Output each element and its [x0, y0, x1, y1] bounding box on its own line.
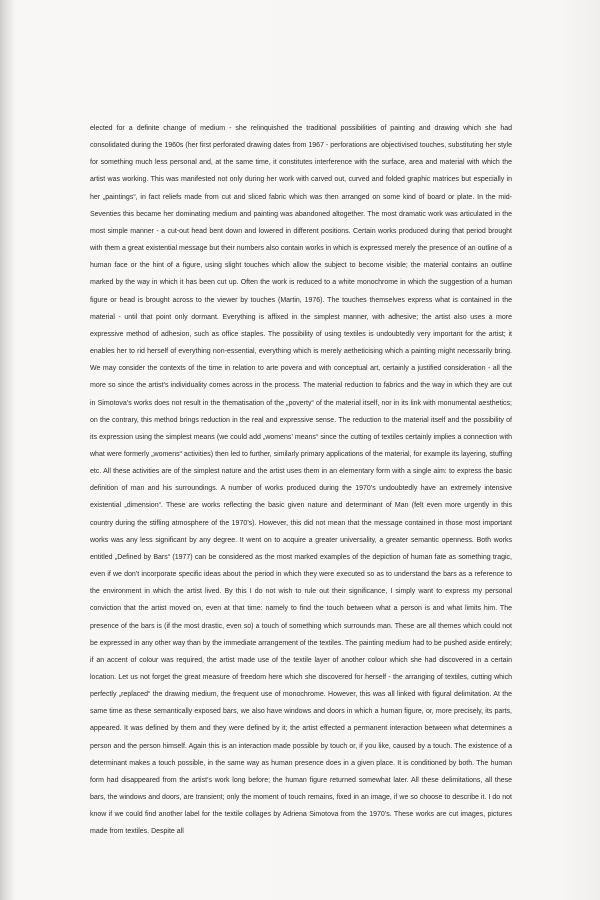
body-paragraph: elected for a definite change of medium - she relinquished the traditional possibilities of painting and drawing which she had consolidated during the 1960s (her first perforated drawing dates from 1967 - perforations are objectivised touches, substituting her style for something much less personal and, at the same time, it constitutes interference with the surface, area and material with which the artist was working. This was manifested not only during her work with carved out, curved and folded graphic matrices but especially in her „paintings“, in fact reliefs made from cut and sliced fabric which was then arranged on some kind of board or plate. In the mid-Seventies this became her dominating medium and painting was abandoned altogether. The most dramatic work was articulated in the most simple manner - a cut-out head bent down and lowered in different positions. Certain works produced during that period brought with them a great existential message but their numbers also contain works in which is expressed merely the presence of an outline of a human face or the hint of a figure, using slight touches which allow the subject to become visible; the material contains an outline marked by the way in which it has been cut up. Often the work is reduced to a white monochrome in which the suggestion of a human figure or head is brought across to the viewer by touches (Martin, 1976). The touches themselves express what is contained in the material - until that point only dormant. Everything is affixed in the simplest manner, with adhesive; the artist also uses a more expressive method of adhesion, such as office staples. The possibility of using textiles is undoubtedly very important for the artist; it enables her to rid herself of everything non-essential, everything which is merely aetheticising which a painting might necessarily bring. We may consider the contexts of the time in relation to arte povera and with conceptual art, certainly a justified consideration - all the more so since the artist’s individuality comes across in the process. The material reduction to fabrics and the way in which they are cut in Simotova’s works does not result in the thematisation of the „poverty“ of the material itself, nor in its link with monumental aesthetics; on the contrary, this method brings reduction in the real and expressive sense. The reduction to the material itself and the possibility of its expression using the simplest means (we could add „womens’ means“ since the cutting of textiles certainly implies a connection with what were formerly „womens“ activities) then led to further, similarly primary applications of the material, for example its layering, stuffing etc. All these activities are of the simplest nature and the artist uses them in an elementary form with a single aim: to express the basic definition of man and his surroundings. A number of works produced during the 1970’s undoubtedly have an extremely intensive existential „dimension“. These are works reflecting the basic given nature and determinant of Man (felt even more urgently in this country during the stifling atmosphere of the 1970’s). However, this did not mean that the message contained in those most important works was any less significant by any degree. It went on to acquire a greater universality, a greater semantic openness. Both works entitled „Defined by Bars“ (1977) can be considered as the most marked examples of the depiction of human fate as something tragic, even if we don’t incorporate specific ideas about the period in which they were executed so as to understand the bars as a reference to the environment in which the artist lived. By this I do not wish to rule out their significance, I simply want to express my personal conviction that the artist moved on, even at that time: namely to find the touch between what a person is and what limits him. The presence of the bars is (if the most drastic, even so) a touch of something which surrounds man. These are all themes which could not be expressed in any other way than by the immediate arrangement of the textiles. The painting medium had to be pushed aside entirely; if an accent of colour was required, the artist made use of the textile layer of another colour which she had discovered in a certain location. Let us not forget the great measure of freedom here which she discovered for herself - the arranging of textiles, cutting which perfectly „replaced“ the drawing medium, the frequent use of monochrome. However, this was all linked with figural delimitation. At the same time as these semantically exposed bars, we also have windows and doors in which a human figure, or, more precisely, its parts, appeared. It was defined by them and they were defined by it; the artist effected a permanent interaction between what determines a person and the person himself. Again this is an interaction made possible by touch or, if you like, caused by a touch. The existence of a determinant makes a touch possible, in the same way as human presence does in a given place. It is conditioned by both. The human form had disappeared from the artist’s work long before; the human figure returned somewhat later. All these delimitations, all these bars, the windows and doors, are transient; only the moment of touch remains, fixed in an image, if we so choose to describe it. I do not know if we could find another label for the textile collages by Adriena Simotova from the 1970’s. These works are cut images, pictures made from textiles. Despite all — [90, 125, 512, 836]
page-gutter-shadow — [0, 0, 16, 900]
body-text-block — [90, 120, 512, 841]
